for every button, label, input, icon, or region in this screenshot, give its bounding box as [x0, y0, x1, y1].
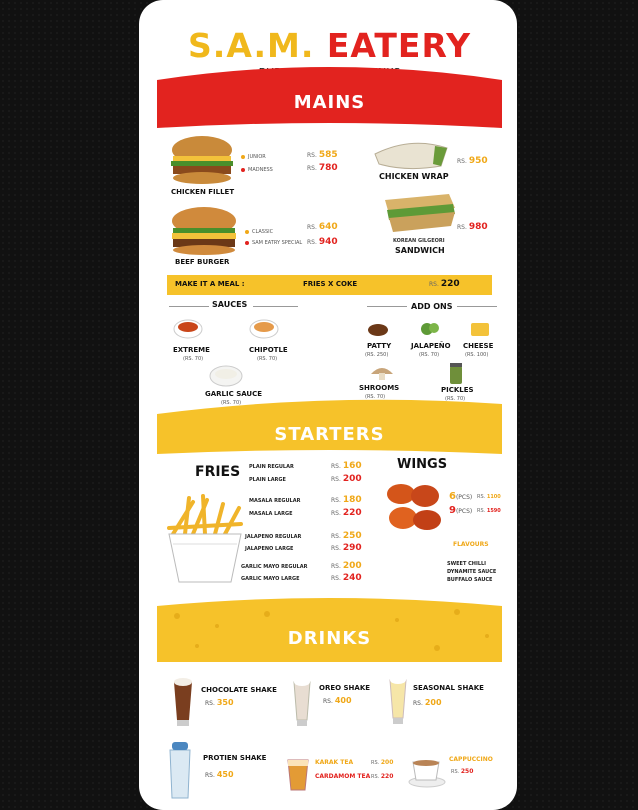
fries-item-2-price: RS. 200	[331, 474, 362, 484]
fries-item-6-price: RS. 290	[331, 543, 362, 553]
drink-cardamom-tea-name: CARDAMOM TEA	[315, 773, 371, 780]
sauce-garlic-price: (RS. 70)	[221, 400, 242, 406]
beef-burger-price-2: RS. 940	[307, 237, 338, 247]
addon-shrooms-price: (RS. 70)	[365, 394, 386, 400]
sauce-extreme-name: EXTREME	[173, 346, 210, 354]
wings-title: WINGS	[397, 457, 448, 472]
extreme-sauce-image	[173, 318, 203, 340]
chicken-wrap-price: RS. 950	[457, 156, 488, 166]
chicken-fillet-price-2: RS. 780	[307, 163, 338, 173]
sandwich-name-line2: SANDWICH	[395, 246, 445, 255]
meal-label: MAKE IT A MEAL :	[175, 280, 245, 288]
fries-item-2-label: PLAIN LARGE	[249, 477, 286, 483]
drink-cardamom-tea-price: RS. 220	[371, 773, 394, 780]
fries-item-8-label: GARLIC MAYO LARGE	[241, 576, 300, 582]
chicken-wrap-image	[371, 136, 451, 172]
chicken-fillet-price-1: RS. 585	[307, 150, 338, 160]
fries-item-7-price: RS. 200	[331, 561, 362, 571]
starters-title: STARTERS	[274, 424, 385, 445]
seasonal-shake-image	[387, 674, 409, 726]
drink-seasonal-shake-name: SEASONAL SHAKE	[413, 684, 484, 692]
brand-name-part1: S.A.M.	[188, 26, 315, 65]
fries-title: FRIES	[195, 464, 241, 480]
chicken-fillet-variant-2: MADNESS	[241, 167, 273, 173]
patty-image	[367, 322, 389, 338]
wings-option-2-price: RS. 1590	[477, 508, 501, 514]
addon-shrooms-name: SHROOMS	[359, 384, 400, 392]
brand-logo	[157, 28, 502, 64]
drink-oreo-shake-price: RS. 400	[323, 696, 352, 705]
wings-image	[383, 476, 447, 538]
fries-item-3-price: RS. 180	[331, 495, 362, 505]
drinks-title: DRINKS	[287, 628, 372, 649]
karak-tea-image	[285, 756, 311, 792]
drink-karak-tea-name: KARAK TEA	[315, 759, 354, 766]
wings-flavours-title: FLAVOURS	[453, 541, 489, 548]
drink-cappuccino-price: RS. 250	[451, 768, 474, 775]
sauces-divider-left	[169, 306, 209, 307]
drink-protien-shake-price: RS. 450	[205, 770, 234, 779]
garlic-sauce-image	[209, 364, 243, 388]
beef-burger-variant-1: CLASSIC	[245, 229, 273, 235]
addons-title: ADD ONS	[411, 302, 453, 311]
fries-item-5-label: JALAPENO REGULAR	[245, 534, 302, 540]
sandwich-name-line1: KOREAN GILGEORI	[393, 238, 445, 244]
pickles-image	[447, 362, 465, 386]
chicken-wrap-name: CHICKEN WRAP	[379, 172, 449, 181]
drink-chocolate-shake-price: RS. 350	[205, 698, 234, 707]
addon-pickles-price: (RS. 70)	[445, 396, 466, 402]
fries-image	[163, 494, 247, 584]
addon-jalapeno-name: JALAPEÑO	[411, 342, 451, 350]
chicken-fillet-image	[167, 134, 237, 186]
addon-pickles-name: PICKLES	[441, 386, 474, 394]
brand-name-part2: EATERY	[326, 26, 471, 65]
fries-item-3-label: MASALA REGULAR	[249, 498, 301, 504]
cheese-image	[469, 320, 491, 338]
sauce-chipotle-price: (RS. 70)	[257, 356, 278, 362]
drink-seasonal-shake-price: RS. 200	[413, 698, 442, 707]
sauces-title: SAUCES	[212, 300, 248, 309]
wings-option-2: 9(PCS)	[449, 505, 473, 516]
beef-burger-price-1: RS. 640	[307, 222, 338, 232]
mains-title: MAINS	[293, 92, 366, 113]
drink-karak-tea-price: RS. 200	[371, 759, 394, 766]
sandwich-price: RS. 980	[457, 222, 488, 232]
chicken-fillet-name: CHICKEN FILLET	[171, 188, 235, 196]
oreo-shake-image	[291, 676, 313, 728]
addons-divider-right	[457, 306, 497, 307]
addon-patty-name: PATTY	[367, 342, 392, 350]
addon-patty-price: (RS. 250)	[365, 352, 389, 358]
wings-flavour-1: SWEET CHILLI	[447, 561, 487, 567]
drink-protien-shake-name: PROTIEN SHAKE	[203, 754, 267, 762]
wings-flavour-2: DYNAMITE SAUCE	[447, 569, 497, 575]
beef-burger-image	[167, 206, 241, 256]
sauce-extreme-price: (RS. 70)	[183, 356, 204, 362]
phone-frame	[139, 0, 517, 810]
sauce-garlic-name: GARLIC SAUCE	[205, 390, 263, 398]
chocolate-shake-image	[171, 676, 195, 728]
drink-chocolate-shake-name: CHOCOLATE SHAKE	[201, 686, 277, 694]
beef-burger-variant-2: SAM EATRY SPECIAL	[245, 240, 302, 246]
fries-item-1-label: PLAIN REGULAR	[249, 464, 294, 470]
wings-flavour-3: BUFFALO SAUCE	[447, 577, 493, 583]
fries-item-5-price: RS. 250	[331, 531, 362, 541]
shrooms-image	[369, 364, 395, 382]
addon-cheese-name: CHEESE	[463, 342, 494, 350]
fries-item-8-price: RS. 240	[331, 573, 362, 583]
sauce-chipotle-name: CHIPOTLE	[249, 346, 288, 354]
wings-option-1: 6(PCS)	[449, 491, 473, 502]
addon-cheese-price: (RS. 100)	[465, 352, 489, 358]
fries-item-7-label: GARLIC MAYO REGULAR	[241, 564, 308, 570]
meal-items: FRIES X COKE	[303, 280, 358, 288]
addons-divider-left	[367, 306, 407, 307]
chicken-fillet-variant-1: JUNIOR	[241, 154, 266, 160]
chipotle-sauce-image	[249, 318, 279, 340]
addon-jalapeno-price: (RS. 70)	[419, 352, 440, 358]
drink-oreo-shake-name: OREO SHAKE	[319, 684, 371, 692]
protien-shake-image	[167, 740, 193, 800]
fries-item-4-price: RS. 220	[331, 508, 362, 518]
menu-poster	[157, 14, 502, 804]
drink-cappuccino-name: CAPPUCCINO	[449, 756, 493, 763]
fries-item-1-price: RS. 160	[331, 461, 362, 471]
fries-item-4-label: MASALA LARGE	[249, 511, 293, 517]
beef-burger-name: BEEF BURGER	[175, 258, 230, 266]
sauces-divider-right	[253, 306, 298, 307]
cappuccino-image	[407, 754, 447, 788]
jalapeno-image	[419, 320, 441, 338]
meal-price: RS. 220	[429, 279, 460, 289]
fries-item-6-label: JALAPENO LARGE	[245, 546, 294, 552]
wings-option-1-price: RS. 1100	[477, 494, 501, 500]
sandwich-image	[379, 192, 459, 236]
